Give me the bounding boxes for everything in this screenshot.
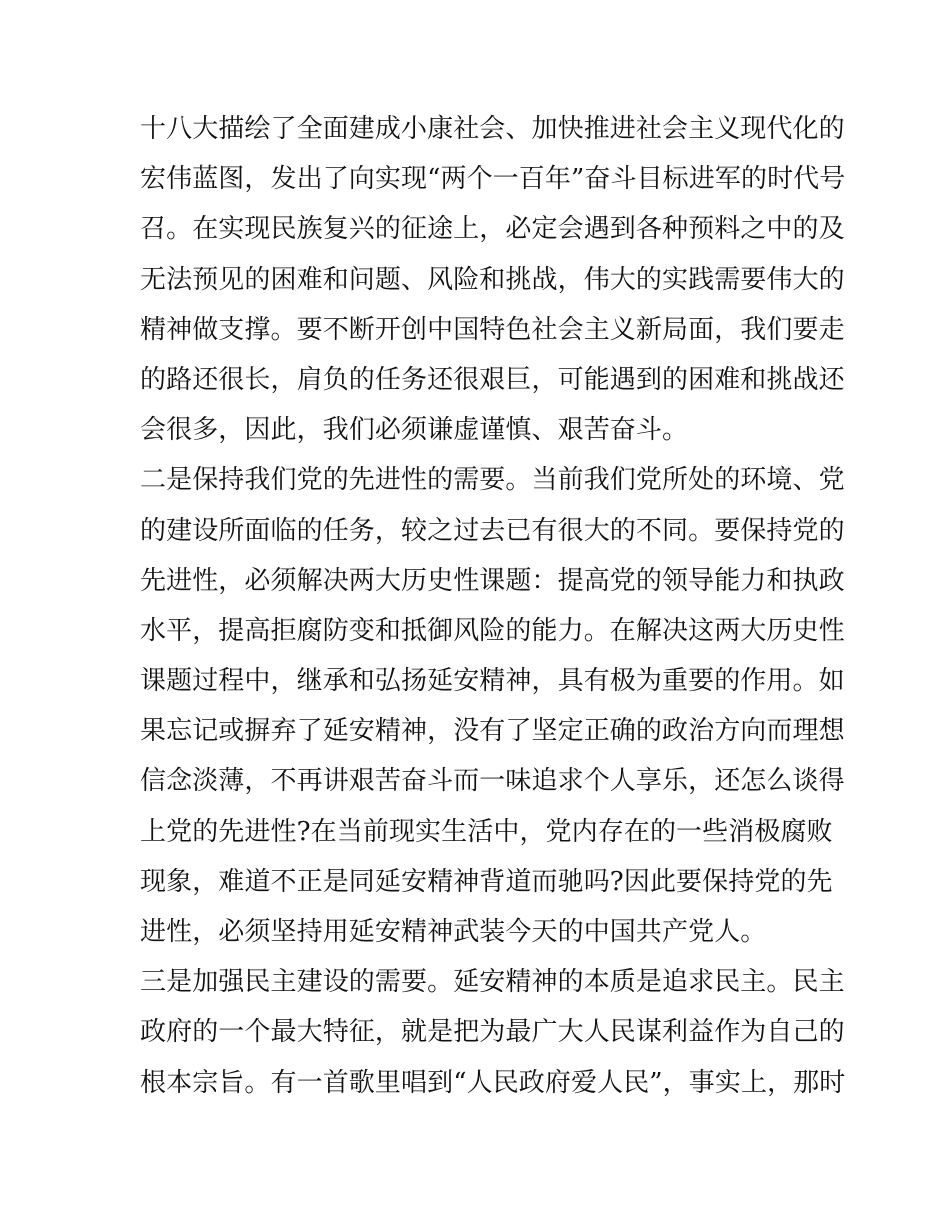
text-line-4: 无法预见的困难和问题、风险和挑战，伟大的实践需要伟大的 xyxy=(140,264,845,295)
text-line-18: 三是加强民主建设的需要。延安精神的本质是追求民主。民主 xyxy=(140,967,845,998)
text-line-17: 进性，必须坚持用延安精神武装今天的中国共产党人。 xyxy=(140,917,767,947)
text-line-2: 宏伟蓝图，发出了向实现“两个一百年”奋斗目标进军的时代号 xyxy=(140,164,846,195)
text-line-3: 召。在实现民族复兴的征途上，必定会遇到各种预料之中的及 xyxy=(140,214,845,245)
text-line-8: 二是保持我们党的先进性的需要。当前我们党所处的环境、党 xyxy=(140,465,845,496)
text-line-6: 的路还很长，肩负的任务还很艰巨，可能遇到的困难和挑战还 xyxy=(140,364,845,395)
text-line-10: 先进性，必须解决两大历史性课题：提高党的领导能力和执政 xyxy=(140,565,845,596)
text-line-14: 信念淡薄，不再讲艰苦奋斗而一味追求个人享乐，还怎么谈得 xyxy=(140,766,845,797)
text-line-9: 的建设所面临的任务，较之过去已有很大的不同。要保持党的 xyxy=(140,515,845,546)
text-line-12: 课题过程中，继承和弘扬延安精神，具有极为重要的作用。如 xyxy=(140,666,845,697)
text-line-20: 根本宗旨。有一首歌里唱到“人民政府爱人民”，事实上，那时 xyxy=(140,1067,846,1098)
text-line-16: 现象，难道不正是同延安精神背道而驰吗?因此要保持党的先 xyxy=(140,866,833,897)
text-line-13: 果忘记或摒弃了延安精神，没有了坚定正确的政治方向而理想 xyxy=(140,716,845,747)
text-line-15: 上党的先进性?在当前现实生活中，党内存在的一些消极腐败 xyxy=(140,816,833,847)
text-line-5: 精神做支撑。要不断开创中国特色社会主义新局面，我们要走 xyxy=(140,314,845,345)
text-line-11: 水平，提高拒腐防变和抵御风险的能力。在解决这两大历史性 xyxy=(140,615,845,646)
text-line-19: 政府的一个最大特征，就是把为最广大人民谋利益作为自己的 xyxy=(140,1017,845,1048)
text-line-7: 会很多，因此，我们必须谦虚谨慎、艰苦奋斗。 xyxy=(140,415,689,446)
document-body-text xyxy=(140,104,846,1108)
text-line-1: 十八大描绘了全面建成小康社会、加快推进社会主义现代化的 xyxy=(140,114,845,144)
